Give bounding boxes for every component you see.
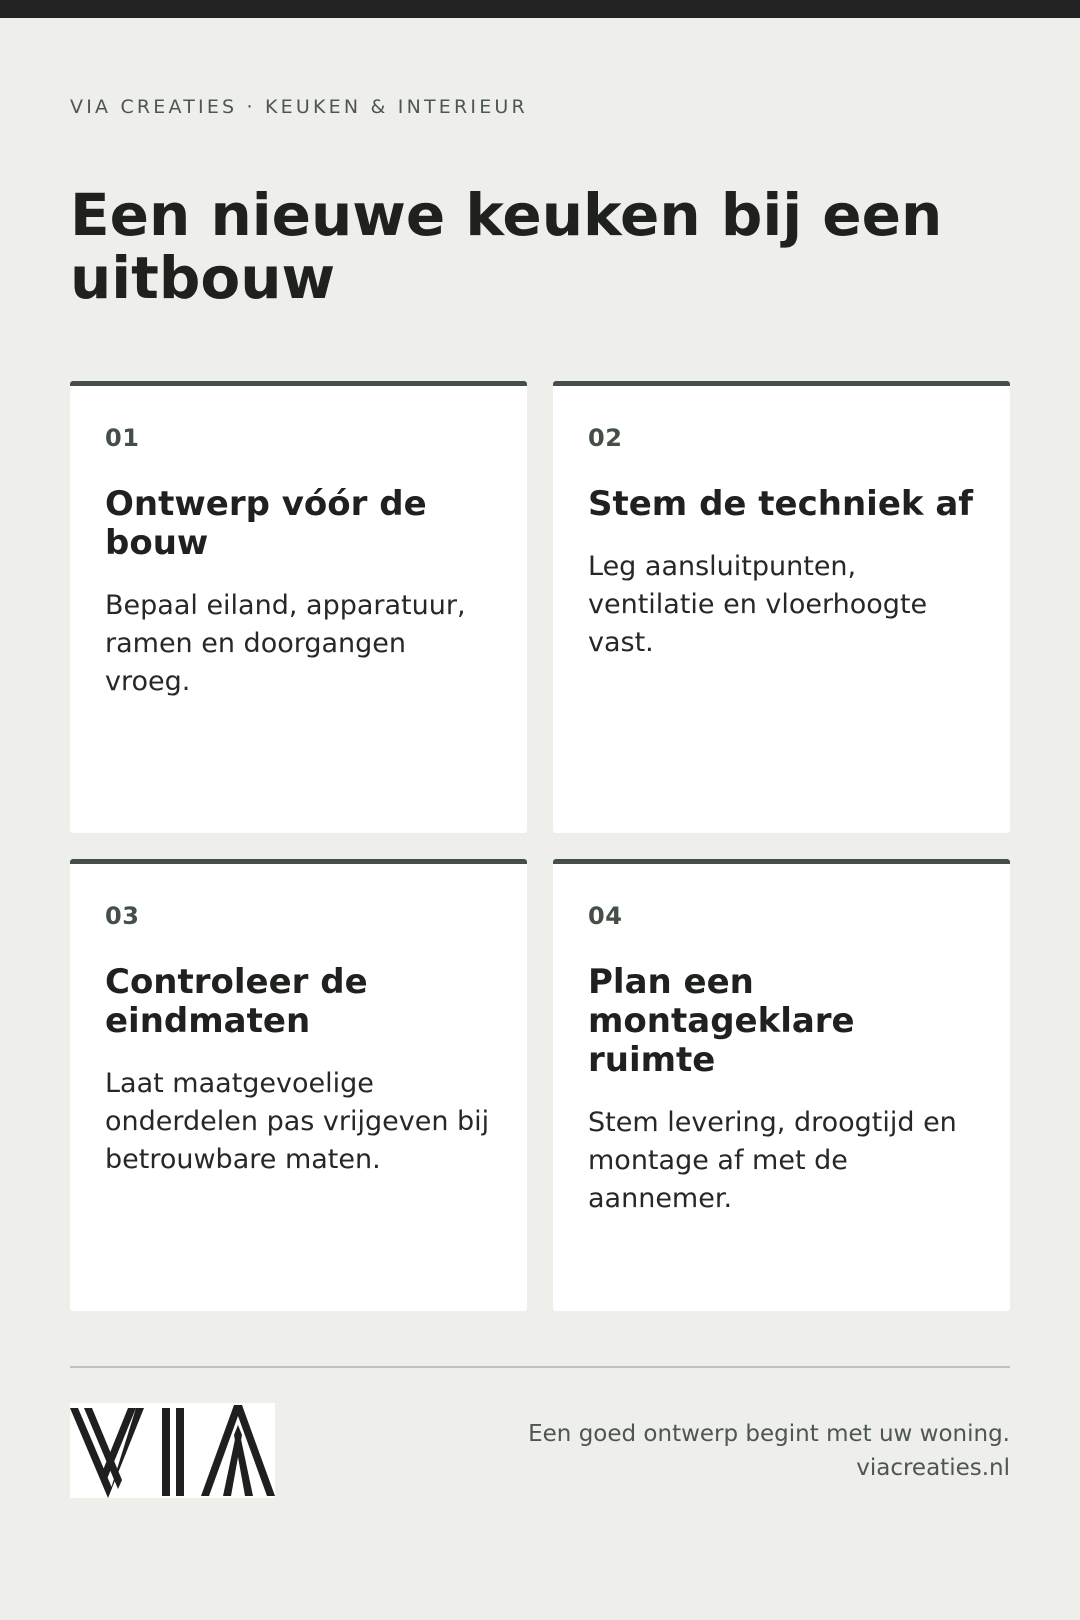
step-number: 03: [105, 902, 140, 930]
step-description: Laat maatgevoelige onderdelen pas vrijgeven bij betrouwbare maten.: [105, 1068, 490, 1175]
step-card-4: [553, 859, 1010, 1311]
website-link[interactable]: viacreaties.nl: [856, 1455, 1010, 1481]
step-card-1: [70, 381, 527, 833]
steps-grid: [70, 381, 1010, 1311]
footer-divider: [70, 1366, 1010, 1368]
step-number: 04: [588, 902, 623, 930]
step-number: 01: [105, 424, 140, 452]
step-description: Stem levering, droogtijd en montage af met de aannemer.: [588, 1107, 957, 1214]
step-title: Stem de techniek af: [588, 484, 974, 524]
page-title: Een nieuwe keuken bij een uitbouw: [70, 181, 943, 312]
via-logo: [70, 1403, 275, 1498]
step-card-2: [553, 381, 1010, 833]
step-title: Plan een montageklare ruimte: [588, 962, 855, 1080]
step-description: Bepaal eiland, apparatuur, ramen en doorgangen vroeg.: [105, 590, 466, 697]
footer-tagline: [528, 1417, 1010, 1485]
via-logo-icon: [70, 1403, 275, 1498]
step-card-3: [70, 859, 527, 1311]
top-bar: [0, 0, 1080, 18]
tagline-text: Een goed ontwerp begint met uw woning.: [528, 1421, 1010, 1447]
step-title: Ontwerp vóór de bouw: [105, 484, 427, 563]
step-title: Controleer de eindmaten: [105, 962, 368, 1041]
step-number: 02: [588, 424, 623, 452]
brand-eyebrow: VIA CREATIES · KEUKEN & INTERIEUR: [70, 96, 528, 118]
step-description: Leg aansluitpunten, ventilatie en vloerhoogte vast.: [588, 551, 928, 658]
